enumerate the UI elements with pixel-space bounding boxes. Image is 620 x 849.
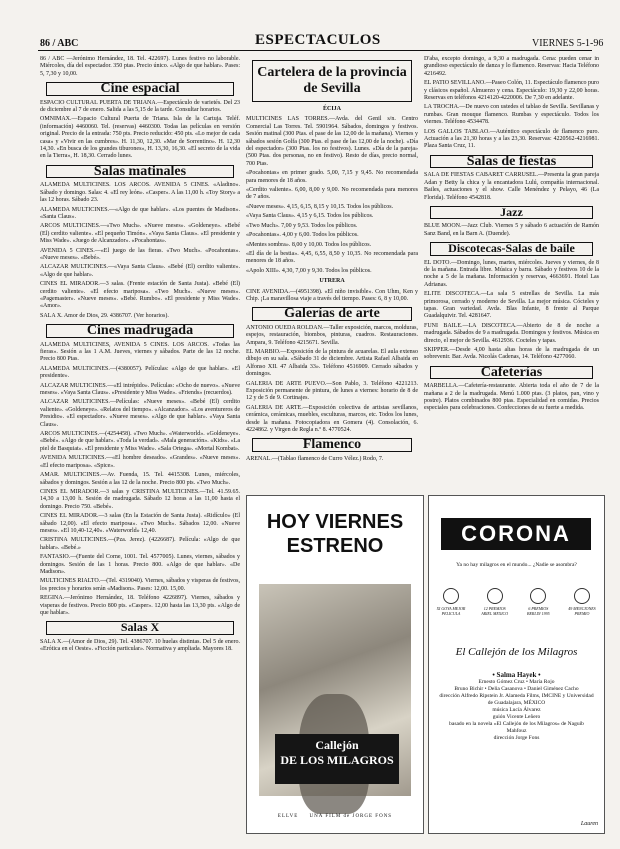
corona-logo: CORONA	[441, 518, 591, 550]
laurel-icon	[443, 588, 459, 604]
heading-salas-matinales: Salas matinales	[46, 165, 234, 178]
ad-distributor: ELLVE	[277, 814, 299, 819]
listing: FANTASIO.—(Fuente del Corne, 1001. Tel. 4577005). Lunes, viernes, sábados y domingos. Sesión de las 1 horas. Precio 800. «Algo de que hablar». «De Madison».	[40, 554, 240, 575]
listing: «Pocahontas» en primer grado. 5,00, 7,15 y 9,45. No recomendada para menores de 18 años.	[246, 170, 418, 184]
listing: AVENIDA 5 CINES.—«El juego de las fieras. «Two Much». «Pocahontas». «Nueve meses». «Bebé».	[40, 247, 240, 261]
listing: ALCAZAR MULTICINES.—«El intrépido». Películas: «Ocho de nuevo». «Nueve meses». «Vaya Santa Claus». «Presidente y Miss Wade». «Friends» (recuerdos).	[40, 382, 240, 397]
listing: ELITE DISCOTECA.—La sala 5 estrellas de Sevilla. La más primorosa, cerrado y moderno de Sevilla. La mejor música. Cócteles y tapas. Gran variedad. Avda. Blas Infante, 8 frente al Parque Guadalquivir. Tel. 4281647.	[424, 291, 599, 320]
listing: ALAMEDA MULTICINES.—«Algo de que hablar». «Los puentes de Madison». «Santa Claus».	[40, 206, 240, 220]
ad2-brand: Lauren	[580, 821, 598, 827]
heading-flamenco: Flamenco	[252, 438, 412, 451]
listing: D'aba, excepto domingo, a 9,30 a madrugada. Cena: pueden cenar in grandioso espectáculo de danza y lo flamenco. Reservas: Hacia Teléfono 4216492.	[424, 56, 599, 77]
listing: MARBELLA.—Cafetería-restaurante. Abierta toda el año de 7 de la mañana a 2 de la madrugada. Menú 1.000 ptas. (3 platos, pan, vino y postre). Platos combinados 800 ptas. Especialidad en comidas. Precios especiales para celebraciones. Confecciones de su fuerte a medida.	[424, 383, 599, 412]
listing: MULTICINES RIALTO.—(Tel. 4319040). Viernes, sábados y visperas de festivos, los precios y horarios serán «Madison». Pases: 12,00. 15,00.	[40, 578, 240, 592]
header-rule	[38, 50, 592, 51]
laurel-icon	[530, 588, 546, 604]
text-block: 86 / ABC —Jerónimo Hernández, 18. Tel. 422697). Lunes festivo no laborable. Miércoles, día del espectador. 350 ptas. Precio único. «Algo de que hablar». Pases: 5, 7,30 y 10,00.	[40, 56, 240, 77]
ad-tagline: Ya no hay milagros en el mundo... ¿Nadie se asombra?	[456, 562, 577, 568]
listing: SALA DE FIESTAS CABARET CARRUSEL.—Presenta la gran pareja Adan y Betty la chica y la encantadora Lulú, compañía internacional. Bailes, actuaciones y el show. Calle Menéndez y Pelayo, 46 (La Florida). Teléfono 4542818.	[424, 172, 599, 201]
listing: ALCAZAR MULTICINES.—«Vaya Santa Claus». «Bebé (El) cerdito valiente». «Algo de que hablar».	[40, 264, 240, 278]
listing: AMAR. MULTICINES.—Av. Fuenda, 15. Tel. 4415308. Lunes, miércoles, sábados y domingos. Sesión a las 12 de la noche. Precio 800 pts. «Two Much».	[40, 472, 240, 486]
listing: ARENAL.—(Tablao flamenco de Curro Vélez.) Rodo, 7.	[246, 455, 384, 462]
column-3	[424, 56, 599, 415]
section-title: ESPECTACULOS	[255, 32, 381, 48]
listing: «Pocahontas». 4,00 y 6,00. Todos los públicos.	[246, 232, 359, 239]
award-row	[435, 588, 598, 626]
page-header	[0, 0, 620, 49]
listing: «Vaya Santa Claus». 4,15 y 6,15. Todos los públicos.	[246, 213, 374, 220]
listing: ARCOS MULTICINES.—(4254458). «Two Much». «Waterworld». «Goldeneye». «Bebé». «Algo de que hablar». «Toda la verdad». «Mala generación». «Kids». «La piel de Basquiat». «El presidente y Miss Wade». «Sala Ortega». «Mortal Kombat».	[40, 431, 240, 452]
heading-galerias: Galerías de arte	[252, 307, 412, 320]
ad-film-title-line1: Callejón	[315, 738, 359, 752]
listing: MULTICINES LAS TORRES.—Avda. del Genil s/n. Centro Comercial Las Torres. Tel. 5901964. Sábados, domingos y festivos. Sesión matinal (300 Ptas. el pase de las 12,00 de la mañana). Viernes y sábados sesión Golfa (300 Ptas. el pase de las 12,00 de la noche). «Día del espectador» (300 Ptas. los no festivos). Lunes. «Día de la pareja» (500 Ptas. dos personas, no en festivo). Resto de días, precio normal, 700 Ptas.	[246, 116, 418, 167]
town-utrera: UTRERA	[319, 278, 345, 285]
listing: ALAMEDA MULTICINES, AVENIDA 5 CINES. LOS ARCOS. «Todas las fieras». Sesión a las 1 A.M. Jueves, viernes y sábados. Parte de las 12 noche. Precio 800 Ptas.	[40, 341, 240, 363]
listing: LOS GALLOS TABLAO.—Auténtico espectáculo de flamenco puro. Actuación a las 21,30 horas y a las 23,30. Reservas: 4220562-4216981. Plaza Santa Cruz, 11.	[424, 128, 599, 150]
heading-cartelera: Cartelera de la provincia de Sevilla	[252, 60, 412, 102]
issue-date: VIERNES 5-1-96	[532, 38, 604, 49]
column-1	[40, 56, 240, 656]
credit-line: Ernesto Gómez Cruz • María Rojo	[478, 679, 555, 685]
credit-line: guión Vicente Leñero	[492, 714, 541, 720]
town-ecija: ÉCIJA	[322, 106, 341, 112]
listing: ALAMEDA MULTICINES.—(4380057). Películas: «Algo de que hablar». «El presidente».	[40, 365, 240, 380]
movie-ad-estreno	[246, 495, 424, 834]
heading-discotecas: Discotecas-Salas de baile	[430, 242, 593, 255]
credit-line: basado en la novela «El Callejón de los Milagros» de Naguib Mahfouz	[449, 721, 584, 734]
heading-cafeterias: Cafeterías	[430, 366, 593, 379]
listing: OMNIMAX.—Espacio Cultural Puerta de Triana. Isla de la Cartuja. Teléf. (información) 4460060. Tel. (reservas) 4460300. Todas las películas en versión original. Precio de la entrada: 750 pts. Precio reducido: 450 pts. «Lo mejor de cada casa» y «Vivir en las cumbres». H. 11,30, 12,30. «Mar de Sorrentino». H. 12,30 14,30. «En busca de los grandes tiburones», H. 13,30, 16,30. «El secreto de la vida en la Tierra», H. 18,30. Cerrado lunes.	[40, 116, 240, 160]
listing: CINES EL MIRADOR.—3 salas y CRISTINA MULTICINES.—Tel. 41.59.65. 14,30 a 13,00 h. Sesión de madrugada. Sábado 12 horas a las 11,00 hasta el domingo. Precio 750. «Bebé».	[40, 488, 240, 510]
heading-jazz: Jazz	[430, 206, 593, 219]
listing: ALAMEDA MULTICINES. LOS ARCOS. AVENIDA 5 CINES. «Aladino». Sábado y domingo. Salas: 4. «El rey león». «Casper». A las 11,00 h. «Toy Story» a las 12 horas. Sábado 23.	[40, 182, 240, 204]
award-item: 6 PREMIOS BERLIN 1995	[522, 588, 554, 626]
listing: «Mentes sombra». 8,00 y 10,00. Todos los públicos.	[246, 241, 372, 248]
ad2-film-title: El Callejón de los Milagros	[455, 646, 578, 658]
listing: GALERIA DE ARTE PUEVO.—Son Pablo, 3. Teléfono 4221213. Exposición permanente de pintura, de lunes a viernes: horario de 8 de 12 y de 5 de 9. Cortinajes.	[246, 380, 418, 402]
listing: CINES EL MIRADOR.—3 salas. (Frente estación de Santa Justa). «Bebé (El) cerdito valiente». «El efecto mariposa». «Two Much». «Nueve meses». «Pagemaster». «Nueve meses». «Bebé. Rumbo». «El presidente y Miss Wade». «Amor».	[40, 281, 240, 310]
listing: «Apolo XIII». 4,30, 7,00 y 9,30. Todos los públicos.	[246, 267, 372, 274]
ad-headline-line2: ESTRENO	[286, 535, 384, 557]
page-number: 86 / ABC	[40, 38, 79, 49]
listing: SALA X.—(Amor de Dios, 29). Tel. 4386707. 10 huelas distintas. Del 5 de enero. «Erótica en el Oeste». «Ficción particular». Normativa y ampliada. Mayores 18.	[40, 638, 240, 653]
listing: AVENIDA MULTICINES.—«El hombre deseado». «Grandes». «Nueve meses». «El efecto mariposa». «Spice».	[40, 455, 240, 469]
listing: EL DOTO.—Domingo, lunes, martes, miércoles. Jueves y viernes, de 8 de la mañana. Entrada libre. Música y barra. Sábado y festivos 10 de la noche a 5 de la mañana. Información y reservas, 4663691. Hotel Las Adrianas.	[424, 259, 599, 288]
listing: «El día de la bestia». 4,45, 6,55, 8,50 y 10,35. No recomendada para menores de 18 años.	[246, 250, 418, 265]
column-2	[246, 56, 418, 465]
listing: CINE AVENIDA.—(4951398). «El niño invisible». Con Uhm, Ken y Chip. ¡La maravillosa viaje a través del tiempo. Pases: 6, 8 y 10,00.	[246, 288, 418, 302]
listing: SKIPPER.—Desde 4,00 hasta altas horas de la madrugada de un sobrevenir. Bar. Avda. Nicolás Cadenas, 14. Teléfono 4277060.	[424, 347, 599, 361]
ad-headline	[247, 510, 423, 558]
listing: ANTONIO OUEDA ROLDAN.—Taller exposición, marcos, molduras, espejos, restauración, biombos, pinturas, cuadros. Restauraciones. Ampara, 9. Teléfono 4215671. Sevilla.	[246, 324, 418, 346]
laurel-icon	[574, 588, 590, 604]
credit-line: música Lucía Álvarez	[492, 707, 541, 713]
listing: CINES EL MIRADOR.—3 salas (En la Estación de Santa Justa). «Ridículo» (El sábado 12,00). «El efecto mariposa». «Two Much». Sábados 12,00. «Nueve meses». «El 10,40-12,40». «Waterworld» 12,40.	[40, 513, 240, 534]
listing: EL PATIO SEVILLANO.—Paseo Colón, 11. Espectáculo flamenco puro y clásicos español. Almuerzo y cena. Espectáculo: 19,30 y 22,00 horas. Reservas en teléfonos 4214120-4220006. De 7,30 en adelante.	[424, 80, 599, 102]
listing: FUNI BAILE.—LA DISCOTECA.—Abierto de 8 de noche a madrugada. Sábados de 9 a madrugada. Domingos y festivos. Música en directo, el mejor de Sevilla. 4612936. Cocteles y tapas.	[424, 322, 599, 344]
award-item: XI GOYA MEJOR PELICULA	[435, 588, 467, 626]
award-item: 12 PREMIOS ARIEL MEXICO	[479, 588, 511, 626]
ad2-star: • Salma Hayek •	[492, 671, 541, 679]
listing: CRISTINA MULTICINES.—(Pza. Jerez). (4226687). Película: «Algo de que hablar». «Bebé.»	[40, 537, 240, 551]
ad-film-title-line2: DE LOS MILAGROS	[280, 753, 394, 767]
ad-film-title	[275, 734, 399, 784]
listing: ESPACIO CULTURAL PUERTA DE TRIANA.—Espectáculo de varietés. Del 23 de diciembre al 7 de enero. Salida a las 5,15 de la tarde. Consultar horarios.	[40, 99, 240, 114]
movie-ad-corona	[428, 495, 605, 834]
listing: LA TROCHA.—De nuevo con ustedes el tablao de Sevilla. Sevillanas y rumbas. Gran mouque flamenco. Rumbas y espectáculo. Todos los viernes. Teléfono 4534478.	[424, 104, 599, 126]
listing: REGINA.—Jerónimo Hernández, 18. Teléfono 4226897). Viernes, sábados y visperas de festivos. Precio 800 pts. «Casper». 12,00 hasta las 13,30 pts. «Algo de que hablar».	[40, 595, 240, 616]
listing: «Two Much». 7,00 y 9,53. Todos los públicos.	[246, 222, 358, 229]
heading-salas-fiestas: Salas de fiestas	[430, 155, 593, 168]
listing: «Cerdito valiente». 6,00, 8,00 y 9,00. No recomendada para menores de 7 años.	[246, 187, 418, 201]
ad-headline-line1: HOY VIERNES	[266, 511, 404, 533]
listing: ALCAZAR MULTICINES.—Películas: «Nueve meses». «Bebé (El) cerdito valiente». «Goldeneye». «Relatos del tiempo». «Alcanzador». «Los aventureros de Presidio». «El espectador». «Nueve meses». «Algo de que hablar». «Vaya Santa Claus».	[40, 399, 240, 428]
ad-footer	[247, 814, 423, 819]
heading-salas-x: Salas X	[46, 621, 234, 634]
credit-line: dirección Jorge Fons	[493, 735, 540, 741]
heading-cines-madrugada: Cines madrugada	[46, 324, 234, 337]
listing: EL MARBIO.—Exposición de la pintura de acuarelas. El aula extenso dibujo en su sala. «Sábado 31 de diciembre. Artista Rafael Albaida en Alfonso XII. 47 Albaida 33». Teléfono 4516909. Cerrado sábados y domingos.	[246, 348, 418, 378]
listing: «Nueve meses». 4,15, 6,15, 8,15 y 10,15. Todos los públicos.	[246, 203, 394, 210]
award-item: 49 MENCIONES PREMIO	[566, 588, 598, 626]
ad2-credits	[439, 672, 594, 742]
listing: SALA X. Amor de Dios, 29. 4386707. (Ver horarios).	[40, 312, 169, 319]
credit-line: dirección Alfredo Ripstein Jr. Alameda Films, IMCINE y Universidad de Guadalajara, MÉXICO	[439, 693, 594, 706]
heading-cine-espacial: Cine espacial	[46, 82, 234, 95]
ad-director: UNA FILM de JORGE FONS	[309, 814, 393, 819]
laurel-icon	[487, 588, 503, 604]
listing: ARCOS MULTICINES.—«Two Much». «Nueve meses». «Goldeneye». «Bebé (El) cerdito valiente». «El pequeño Timón». «Vaya Santa Claus». «El presidente y Miss Wade». «Juego de Alcanzador». «Pocahontas».	[40, 223, 240, 245]
listing: BLUE MOON.—Jazz Club. Viernes 5 y sábado 6 actuación de Ramón Sanz Band, en la Barn A. (Duende).	[424, 223, 599, 237]
listing: GALERIA DE ARTE.—Exposición colectiva de artistas sevillanos, cerámica, cerámicas, muebles, esculturas, marcos, etc. Todos los lunes, desde la mañana. Fotocopiadora en Gomera (4). Consolación, 6. 4224862. y Virgen de Regla n.º 8. 4770524.	[246, 404, 418, 434]
credit-line: Bruno Bichir • Delia Casanova • Daniel Giménez Cacho	[454, 686, 579, 692]
